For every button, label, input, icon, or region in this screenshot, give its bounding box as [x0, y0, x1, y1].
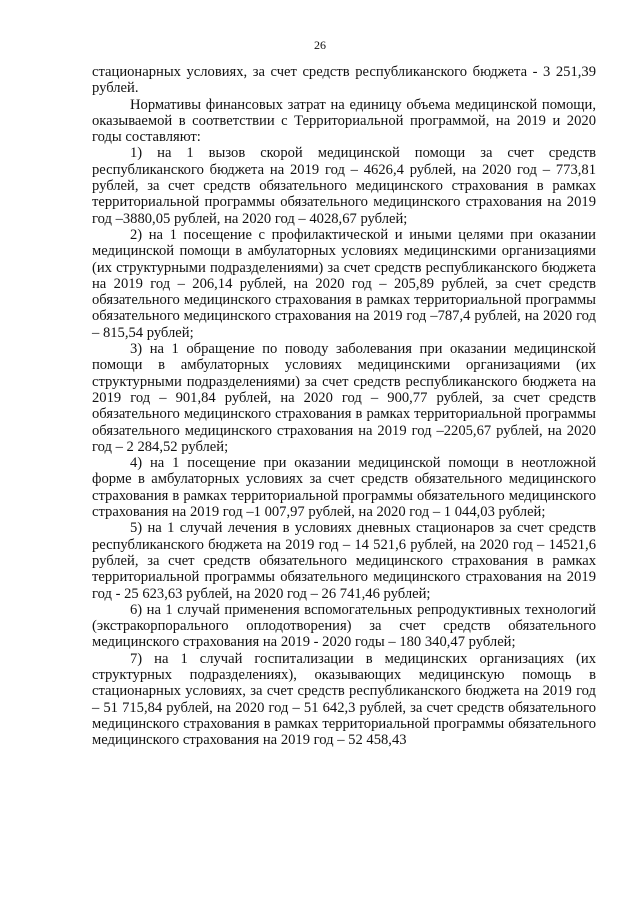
- list-item-6: 6) на 1 случай применения вспомогательных репродуктивных технологий (экстракорпорального оплодотворения) за счет средств обязательного медицинского страхования на 2019 - 2020 годы – 180 340,47 рублей;: [92, 601, 596, 651]
- list-item-5: 5) на 1 случай лечения в условиях дневных стационаров за счет средств республиканского бюджета на 2019 год – 14 521,6 рублей, на 2020 год – 14521,6 рублей, за счет средств обязательного медицинского страхования в рамках территориальной программы обязательного медицинского страхования на 2019 год - 25 623,63 рублей, на 2020 год – 26 741,46 рублей;: [92, 520, 596, 602]
- list-item-1: 1) на 1 вызов скорой медицинской помощи за счет средств республиканского бюджета на 2019 год – 4626,4 рублей, на 2020 год – 773,81 рублей, за счет средств обязательного медицинского страхования в рамках территориальной программы обязательного медицинского страхования на 2019 год –3880,05 рублей, на 2020 год – 4028,67 рублей;: [92, 145, 596, 227]
- paragraph-intro: Нормативы финансовых затрат на единицу объема медицинской помощи, оказываемой в соответствии с Территориальной программой, на 2019 и 2020 годы составляют:: [92, 96, 596, 146]
- document-body: [92, 64, 596, 748]
- page-number: 26: [314, 38, 326, 52]
- list-item-3: 3) на 1 обращение по поводу заболевания при оказании медицинской помощи в амбулаторных условиях медицинскими организациями (их структурными подразделениями) за счет средств республиканского бюджета на 2019 год – 901,84 рублей, на 2020 год – 900,77 рублей, за счет средств обязательного медицинского страхования в рамках территориальной программы обязательного медицинского страхования на 2019 год –2205,67 рублей, на 2020 год – 2 284,52 рублей;: [92, 341, 596, 455]
- list-item-7: 7) на 1 случай госпитализации в медицинских организациях (их структурных подразделениях), оказывающих медицинскую помощь в стационарных условиях, за счет средств республиканского бюджета на 2019 год – 51 715,84 рублей, на 2020 год – 51 642,3 рублей, за счет средств обязательного медицинского страхования в рамках территориальной программы обязательного медицинского страхования на 2019 год – 52 458,43: [92, 650, 596, 749]
- paragraph-continuation: стационарных условиях, за счет средств республиканского бюджета - 3 251,39 рублей.: [92, 64, 596, 97]
- list-item-2: 2) на 1 посещение с профилактической и иными целями при оказании медицинской помощи в амбулаторных условиях медицинскими организациями (их структурными подразделениями) за счет средств республиканского бюджета на 2019 год – 206,14 рублей, на 2020 год – 205,89 рублей, за счет средств обязательного медицинского страхования в рамках территориальной программы обязательного медицинского страхования на 2019 год –787,4 рублей, на 2020 год – 815,54 рублей;: [92, 226, 596, 341]
- list-item-4: 4) на 1 посещение при оказании медицинской помощи в неотложной форме в амбулаторных условиях за счет средств обязательного медицинского страхования в рамках территориальной программы обязательного медицинского страхования на 2019 год –1 007,97 рублей, на 2020 год – 1 044,03 рублей;: [92, 455, 596, 521]
